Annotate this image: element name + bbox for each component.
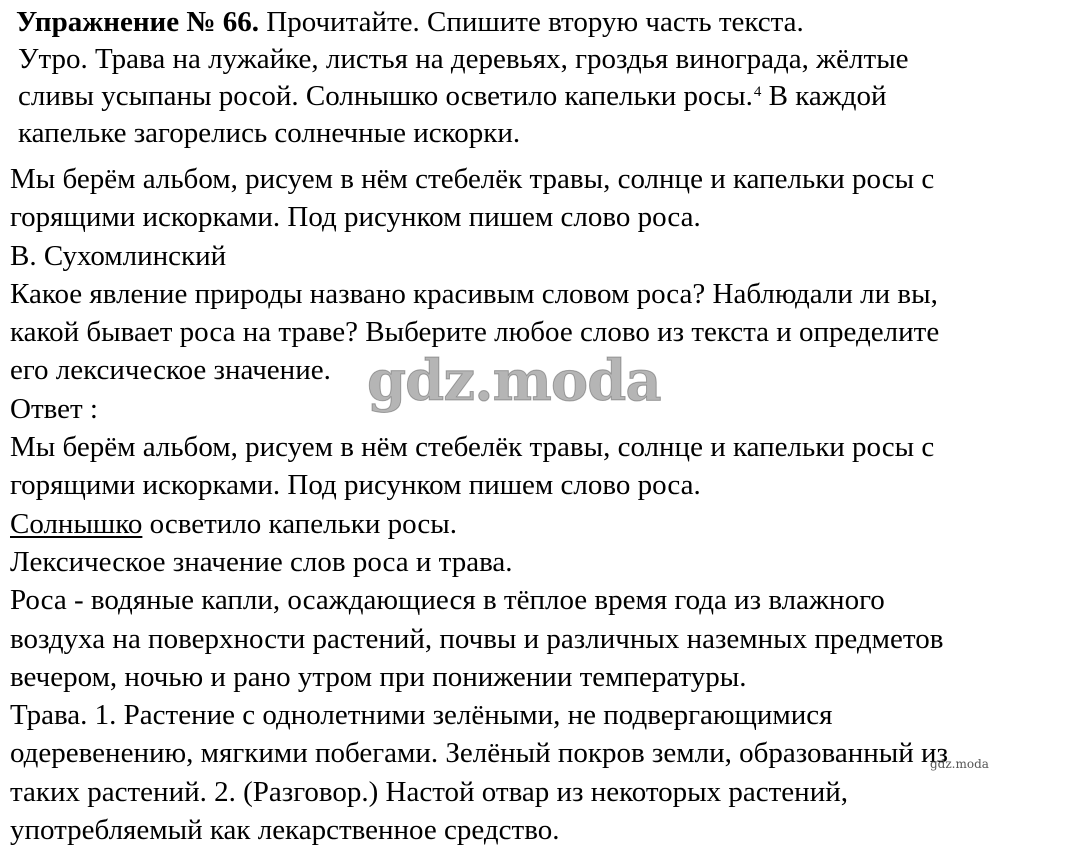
- question-line: какой бывает роса на траве? Выберите любое слово из текста и определите: [10, 316, 940, 349]
- definition-line: употребляемый как лекарственное средство.: [10, 814, 560, 847]
- question-line: его лексическое значение.: [10, 354, 331, 387]
- answer-body: [10, 160, 1060, 849]
- exercise-text-line: [18, 78, 1048, 115]
- author-line: В. Сухомлинский: [10, 239, 227, 272]
- answer-label: Ответ :: [10, 392, 98, 425]
- answer-line: [10, 505, 1060, 543]
- exercise-text-fragment: сливы усыпаны росой. Солнышко осветило капельки росы.: [18, 80, 753, 112]
- text-line: Мы берём альбом, рисуем в нём стебелёк травы, солнце и капельки росы с: [10, 163, 935, 195]
- definition-line: таких растений. 2. (Разговор.) Настой отвар из некоторых растений,: [10, 775, 848, 808]
- text-line: горящими искорками. Под рисунком пишем слово роса.: [10, 201, 701, 234]
- definition-line: вечером, ночью и рано утром при понижении температуры.: [10, 660, 747, 693]
- exercise-number: Упражнение № 66.: [16, 6, 260, 38]
- answer-line: Лексическое значение слов роса и трава.: [10, 545, 513, 578]
- exercise-text-line: капельке загорелись солнечные искорки.: [18, 117, 521, 149]
- definition-line: Трава. 1. Растение с однолетними зелёными, не подвергающимися: [10, 699, 833, 732]
- answer-fragment: осветило капельки росы.: [142, 507, 457, 540]
- watermark-large: gdz.moda: [367, 348, 661, 414]
- answer-line: Мы берём альбом, рисуем в нём стебелёк травы, солнце и капельки росы с: [10, 431, 935, 464]
- exercise-instruction: Прочитайте. Спишите вторую часть текста.: [259, 6, 804, 38]
- question-line: Какое явление природы названо красивым словом роса? Наблюдали ли вы,: [10, 277, 938, 310]
- answer-line: горящими искорками. Под рисунком пишем слово роса.: [10, 469, 701, 502]
- definition-line: Роса - водяные капли, осаждающиеся в тёплое время года из влажного: [10, 584, 885, 617]
- definition-line: воздуха на поверхности растений, почвы и различных наземных предметов: [10, 622, 944, 655]
- exercise-text-line: Утро. Трава на лужайке, листья на деревьях, гроздья винограда, жёлтые: [18, 43, 909, 75]
- watermark-small: gdz.moda: [930, 757, 989, 771]
- footnote-mark: 4: [753, 84, 762, 100]
- exercise-text-fragment: В каждой: [761, 80, 887, 112]
- exercise-title-line: [16, 4, 1048, 41]
- exercise-block: [18, 4, 1048, 152]
- definition-line: одеревенению, мягкими побегами. Зелёный покров земли, образованный из: [10, 737, 948, 770]
- underlined-subject-word: Солнышко: [10, 507, 143, 540]
